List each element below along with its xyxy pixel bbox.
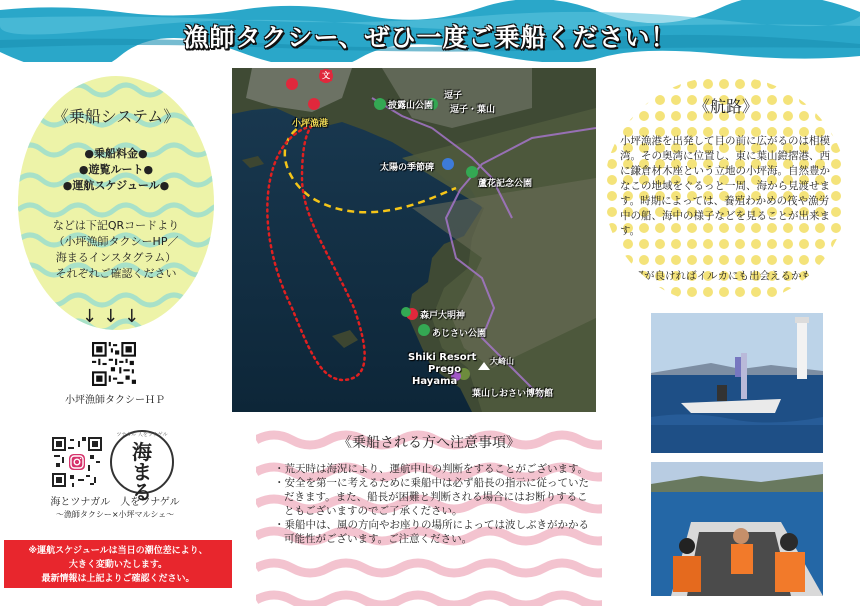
desc-line: 海まるインスタグラム）: [55, 251, 177, 264]
map-label-taiyo-monument: 太陽の季節碑: [380, 163, 435, 173]
decor-dot: [719, 255, 729, 265]
map-label-roka-park: 蘆花記念公園: [478, 179, 533, 189]
decor-dot: [783, 255, 793, 265]
decor-dot: [655, 79, 665, 89]
logo-top-text: ツナガル 人をツナゲル: [116, 432, 168, 438]
boarding-system-title: 《乗船システム》: [52, 107, 180, 126]
map-label-oosaki: 大崎山: [490, 357, 514, 366]
down-arrows: ↓↓↓: [82, 306, 146, 327]
header-banner: [0, 0, 860, 62]
decor-dot: [607, 159, 617, 169]
route-title: 《航路》: [693, 97, 758, 116]
decor-dot: [607, 239, 617, 249]
caution-list: [274, 462, 594, 546]
decor-dot: [735, 79, 745, 89]
route-map: [232, 68, 596, 412]
decor-dot: [831, 79, 841, 89]
decor-dot: [671, 79, 681, 89]
decor-dot: [623, 79, 633, 89]
photo-boat-lighthouse: [651, 313, 823, 453]
caution-item-safety: ・安全を第一に考えるために乗船中は必ず船長の指示に従っていただきます。また、船長が困難と判断される場合にはお断りすることもございますのでご了承ください。: [274, 477, 589, 517]
decor-dot: [607, 287, 617, 297]
decor-dot: [607, 271, 617, 281]
decor-dot: [799, 255, 809, 265]
page-title: 漁師タクシー、ぜひ一度ご乗船ください！: [183, 23, 677, 52]
map-label-shiosai-museum: 葉山しおさい博物館: [472, 389, 554, 399]
decor-dot: [607, 127, 617, 137]
decor-dot: [607, 79, 617, 89]
map-label-zushi: 逗子: [444, 91, 463, 101]
decor-dot: [655, 287, 665, 297]
decor-dot: [687, 255, 697, 265]
qr-hp-label: 小坪漁師タクシーＨＰ: [65, 395, 165, 406]
qr-code-taxi-hp[interactable]: [92, 342, 136, 386]
notice-line: ※運航スケジュールは当日の潮位差により、: [28, 546, 208, 556]
decor-dot: [639, 79, 649, 89]
decor-dot: [735, 239, 745, 249]
umimaru-logo: [110, 430, 174, 504]
decor-dot: [639, 287, 649, 297]
decor-dot: [815, 79, 825, 89]
map-label-zushi-hayama: 逗子・葉山: [450, 105, 496, 115]
decor-dot: [751, 239, 761, 249]
decor-dot: [703, 287, 713, 297]
decor-dot: [687, 79, 697, 89]
decor-dot: [831, 255, 841, 265]
decor-dot: [831, 239, 841, 249]
decor-dot: [783, 287, 793, 297]
item-schedule: ●運航スケジュール●: [62, 179, 170, 192]
decor-dot: [607, 191, 617, 201]
route-description: 小坪漁港を出発して目の前に広がるのは相模湾。その奥湾に位置し、東に葉山鐙摺港、西に鎌倉材木座という立地の小坪海。自然豊かなこの地域をぐるっと一周、海から見渡せます。時期によっては、養殖わかめの筏や漁労中の船、海中の様子などを見ることが出来ます。: [620, 135, 830, 237]
decor-dot: [783, 239, 793, 249]
decor-dot: [623, 287, 633, 297]
decor-dot: [607, 207, 617, 217]
decor-dot: [671, 287, 681, 297]
decor-dot: [703, 79, 713, 89]
decor-dot: [751, 255, 761, 265]
decor-dot: [815, 287, 825, 297]
caution-item-weather: ・荒天時は海況により、運航中止の判断をすることがございます。: [274, 463, 589, 475]
map-label-hirogayama-park: 披露山公園: [388, 101, 434, 111]
decor-dot: [783, 79, 793, 89]
decor-dot: [799, 79, 809, 89]
map-label-ajisai-park: あじさい公園: [432, 329, 487, 339]
decor-dot: [719, 287, 729, 297]
decor-dot: [607, 223, 617, 233]
decor-dot: [639, 239, 649, 249]
decor-dot: [815, 239, 825, 249]
map-label-prego: Prego: [428, 364, 462, 375]
decor-dot: [751, 79, 761, 89]
notice-line: 最新情報は上記よりご確認ください。: [41, 574, 195, 584]
photo-passengers-on-boat: [651, 462, 823, 596]
decor-dot: [767, 79, 777, 89]
decor-dot: [767, 287, 777, 297]
desc-line: などは下記QRコードより: [52, 219, 180, 232]
decor-dot: [607, 175, 617, 185]
decor-dot: [719, 239, 729, 249]
desc-line: （小坪漁師タクシーHP／: [53, 235, 179, 248]
map-label-kotsubo-port: 小坪漁港: [292, 119, 329, 129]
decor-dot: [831, 287, 841, 297]
caution-panel: [256, 420, 602, 606]
decor-dot: [655, 255, 665, 265]
decor-dot: [799, 287, 809, 297]
boarding-system-items: [18, 146, 214, 194]
map-label-morito-shrine: 森戸大明神: [420, 311, 466, 321]
boarding-system-description: [18, 218, 214, 282]
decor-dot: [607, 143, 617, 153]
decor-dot: [751, 287, 761, 297]
tagline-sub: ～漁師タクシー×小坪マルシェ～: [55, 510, 175, 519]
map-label-shiki-resort: Shiki Resort: [408, 352, 477, 363]
decor-dot: [703, 239, 713, 249]
decor-dot: [703, 255, 713, 265]
decor-dot: [687, 287, 697, 297]
caution-item-splash: ・乗船中は、風の方向やお座りの場所によっては波しぶきがかかる可能性がございます。ご注意ください。: [274, 519, 589, 545]
route-panel: [604, 76, 848, 306]
decor-dot: [767, 255, 777, 265]
boarding-system-panel: [18, 76, 214, 330]
decor-dot: [671, 255, 681, 265]
decor-dot: [719, 79, 729, 89]
qr-code-instagram[interactable]: [52, 437, 102, 487]
desc-line: それぞれご確認ください: [55, 267, 177, 280]
map-label-school: 文: [322, 71, 330, 80]
decor-dot: [799, 239, 809, 249]
decor-dot: [623, 239, 633, 249]
item-fare: ●乗船料金●: [84, 147, 148, 160]
map-label-hayama: Hayama: [412, 376, 458, 387]
schedule-notice: [4, 540, 232, 588]
decor-dot: [815, 255, 825, 265]
caution-title: 《乗船される方へ注意事項》: [338, 435, 520, 451]
logo-text: 海まる: [132, 440, 152, 504]
item-route: ●遊覧ルート●: [78, 163, 154, 176]
decor-dot: [687, 239, 697, 249]
tagline: 海とツナガル 人をツナゲル: [50, 497, 180, 508]
decor-dot: [607, 255, 617, 265]
decor-dot: [655, 239, 665, 249]
notice-line: 大きく変動いたします。: [68, 560, 168, 570]
decor-dot: [735, 287, 745, 297]
decor-dot: [623, 255, 633, 265]
decor-dot: [671, 239, 681, 249]
dolphin-note: 運が良ければイルカにも出会えるかも！: [633, 270, 823, 282]
decor-dot: [767, 239, 777, 249]
decor-dot: [639, 255, 649, 265]
decor-dot: [735, 255, 745, 265]
